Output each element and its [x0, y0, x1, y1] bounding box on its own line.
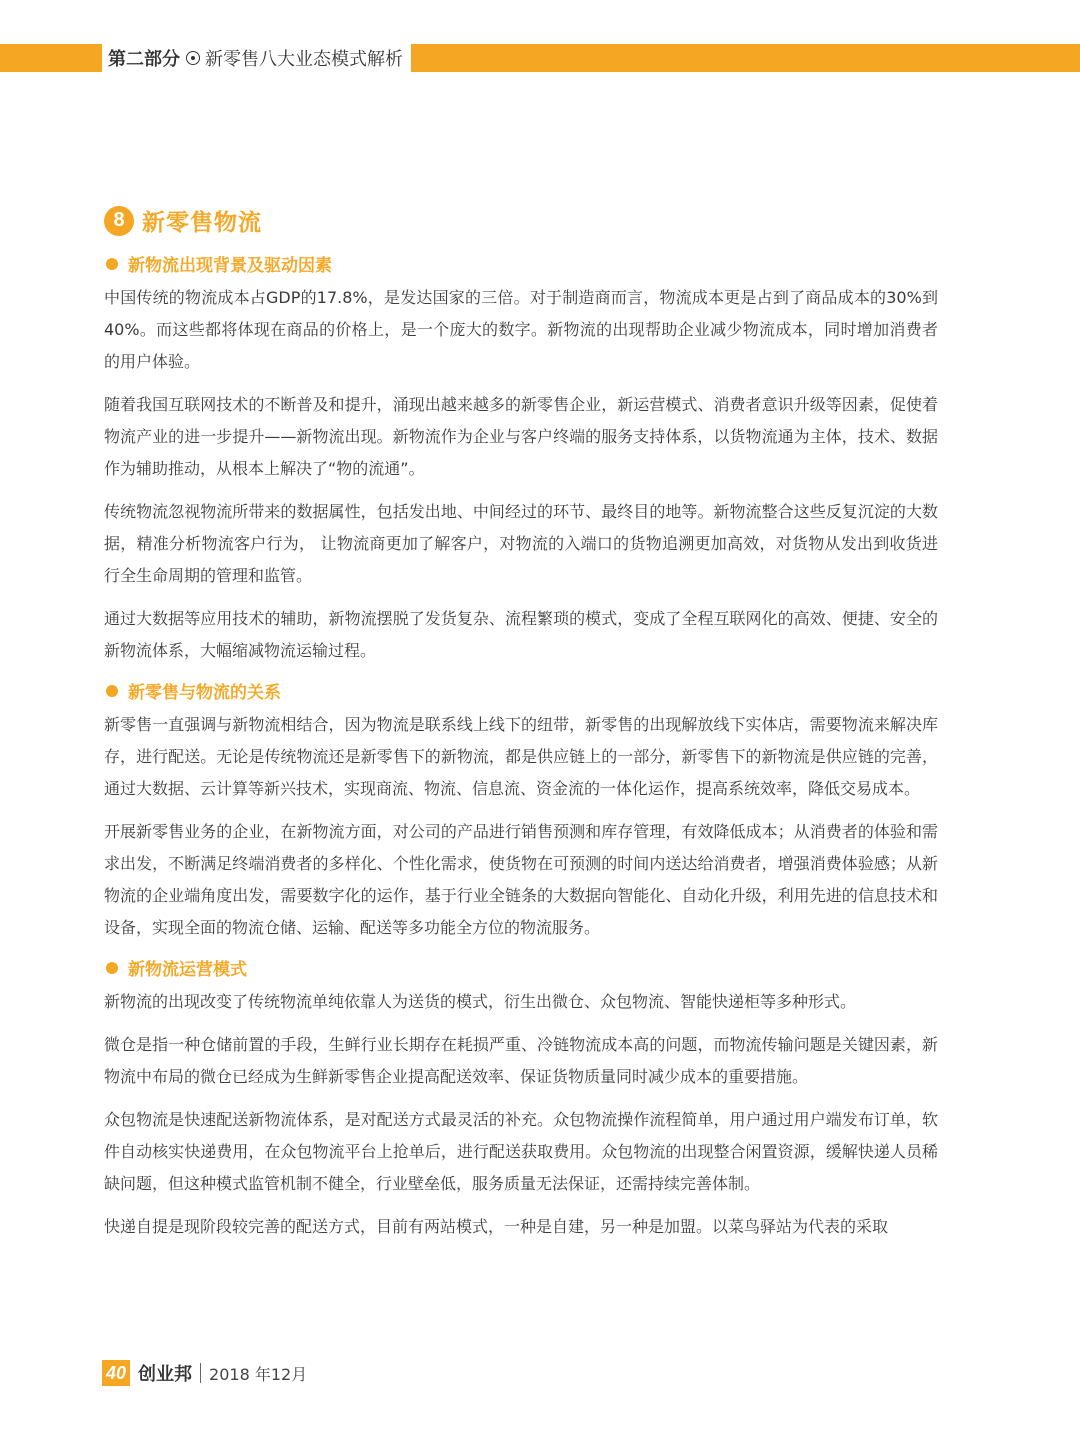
bullet-dot-icon [106, 685, 118, 697]
paragraph: 开展新零售业务的企业，在新物流方面，对公司的产品进行销售预测和库存管理，有效降低成本；从消费者的体验和需求出发，不断满足终端消费者的多样化、个性化需求，使货物在可预测的时间内送达给消费者，增强消费体验感；从新物流的企业端角度出发，需要数字化的运作，基于行业全链条的大数据向智能化、自动化升级，利用先进的信息技术和设备，实现全面的物流仓储、运输、配送等多功能全方位的物流服务。 [104, 822, 938, 937]
subsection-heading [106, 678, 938, 703]
paragraph: 传统物流忽视物流所带来的数据属性，包括发出地、中间经过的环节、最终目的地等。新物流整合这些反复沉淀的大数据，精准分析物流客户行为， 让物流商更加了解客户，对物流的入端口的货物追溯更加高效，对货物从发出到收货进行全生命周期的管理和监管。 [104, 502, 938, 585]
page-number: 40 [102, 1360, 130, 1386]
bullet-dot-icon [106, 258, 118, 270]
subsection-heading [106, 955, 938, 980]
header-part: 第二部分 [108, 49, 180, 70]
section-title [104, 204, 938, 237]
footer-divider [200, 1363, 201, 1383]
subsection-title: 新零售与物流的关系 [128, 683, 281, 703]
paragraph: 随着我国互联网技术的不断普及和提升，涌现出越来越多的新零售企业，新运营模式、消费者意识升级等因素，促使着物流产业的进一步提升——新物流出现。新物流作为企业与客户终端的服务支持体系，以货物流通为主体，技术、数据作为辅助推动，从根本上解决了“物的流通”。 [104, 395, 938, 478]
subsection-title: 新物流运营模式 [128, 960, 247, 980]
page-footer [102, 1358, 307, 1388]
section-heading: 新零售物流 [142, 210, 262, 236]
subsection-title: 新物流出现背景及驱动因素 [128, 256, 332, 276]
paragraph: 新零售一直强调与新物流相结合，因为物流是联系线上线下的纽带，新零售的出现解放线下实体店，需要物流来解决库存，进行配送。无论是传统物流还是新零售下的新物流，都是供应链上的一部分，新零售下的新物流是供应链的完善，通过大数据、云计算等新兴技术，实现商流、物流、信息流、资金流的一体化运作，提高系统效率，降低交易成本。 [104, 715, 938, 798]
issue-date: 2018 年12月 [209, 1364, 308, 1384]
subsection-heading [106, 251, 938, 276]
paragraph: 新物流的出现改变了传统物流单纯依靠人为送货的模式，衍生出微仓、众包物流、智能快递柜等多种形式。 [104, 992, 857, 1011]
magazine-logo: 创业邦 [138, 1364, 193, 1385]
article-body [104, 204, 938, 1254]
paragraph: 众包物流是快速配送新物流体系，是对配送方式最灵活的补充。众包物流操作流程简单，用户通过用户端发布订单，软件自动核实快递费用，在众包物流平台上抢单后，进行配送获取费用。众包物流的出现整合闲置资源，缓解快递人员稀缺问题，但这种模式监管机制不健全，行业壁垒低，服务质量无法保证，还需持续完善体制。 [104, 1110, 938, 1193]
paragraph: 中国传统的物流成本占GDP的17.8%，是发达国家的三倍。对于制造商而言，物流成本更是占到了商品成本的30%到40%。而这些都将体现在商品的价格上，是一个庞大的数字。新物流的出现帮助企业减少物流成本，同时增加消费者的用户体验。 [104, 288, 938, 371]
bullet-dot-icon [106, 962, 118, 974]
running-header [102, 42, 411, 74]
section-number-badge: 8 [104, 206, 134, 236]
circle-dot-icon [186, 51, 200, 65]
paragraph: 快递自提是现阶段较完善的配送方式，目前有两站模式，一种是自建，另一种是加盟。以菜鸟驿站为代表的采取 [104, 1217, 889, 1236]
paragraph: 通过大数据等应用技术的辅助，新物流摆脱了发货复杂、流程繁琐的模式，变成了全程互联网化的高效、便捷、安全的新物流体系，大幅缩减物流运输过程。 [104, 609, 938, 660]
paragraph: 微仓是指一种仓储前置的手段，生鲜行业长期存在耗损严重、冷链物流成本高的问题，而物流传输问题是关键因素，新物流中布局的微仓已经成为生鲜新零售企业提高配送效率、保证货物质量同时减少成本的重要措施。 [104, 1035, 938, 1086]
header-title: 新零售八大业态模式解析 [205, 49, 403, 70]
